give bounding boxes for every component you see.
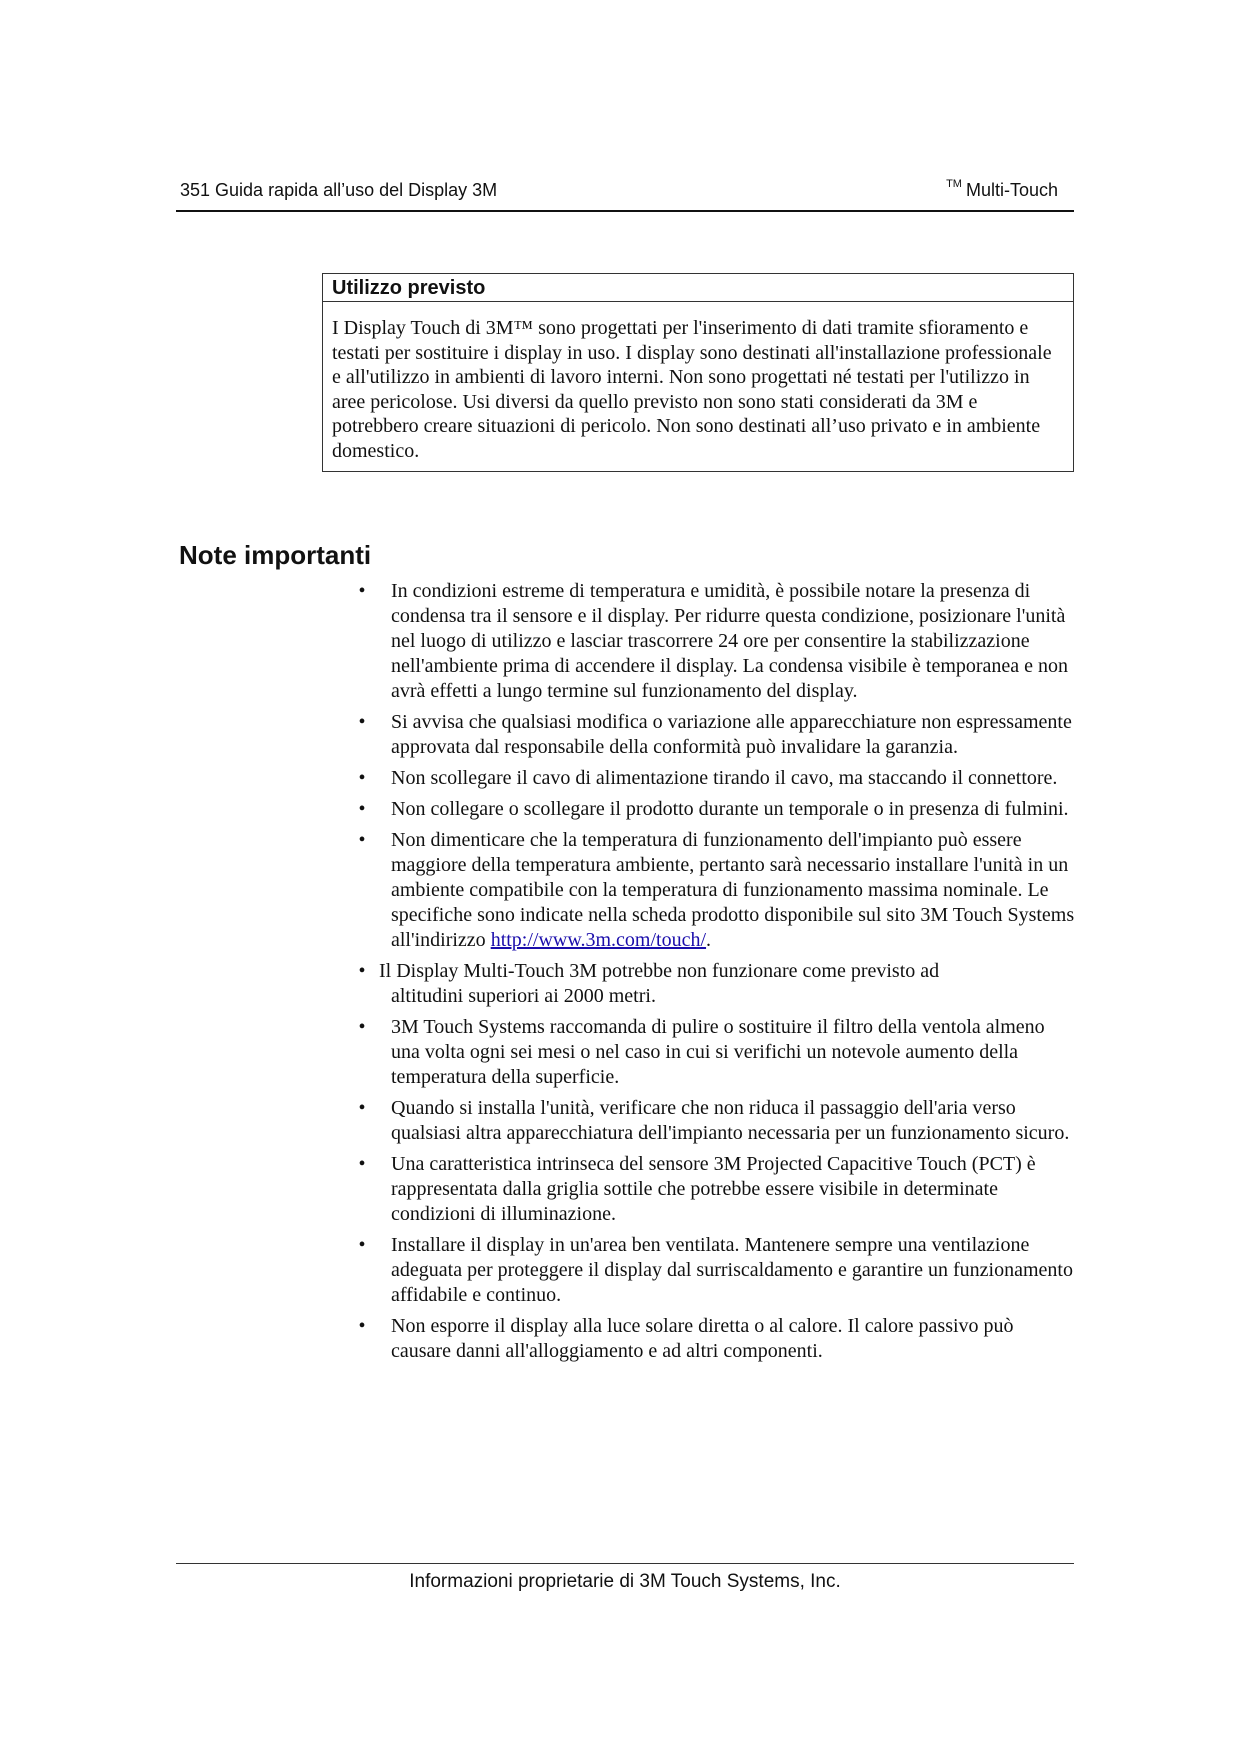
bullet-icon: • (358, 829, 366, 851)
list-item (355, 959, 1075, 1009)
note-text: Si avvisa che qualsiasi modifica o variazione alle apparecchiature non espressamente approvata dal responsabile della conformità può invalidare la garanzia. (391, 711, 1072, 758)
important-notes-list (355, 579, 1075, 1370)
bullet-icon: • (358, 1016, 366, 1038)
bullet-icon: • (358, 960, 366, 982)
list-item (355, 1314, 1075, 1364)
list-item (355, 1015, 1075, 1090)
header-page-title: 351 Guida rapida all’uso del Display 3M (180, 180, 498, 200)
page-header (176, 176, 1074, 210)
note-text: 3M Touch Systems raccomanda di pulire o sostituire il filtro della ventola almeno una volta ogni sei mesi o nel caso in cui si verifichi un notevole aumento della temperatura della superficie. (391, 1016, 1045, 1088)
intended-use-box (322, 273, 1074, 472)
bullet-icon: • (358, 580, 366, 602)
list-item (355, 1096, 1075, 1146)
list-item (355, 579, 1075, 704)
note-text: Non scollegare il cavo di alimentazione tirando il cavo, ma staccando il connettore. (391, 767, 1058, 789)
note-text: Non dimenticare che la temperatura di funzionamento dell'impianto può essere maggiore della temperatura ambiente, pertanto sarà necessario installare l'unità in un ambiente compatibile con la temperatura di funzionamento massima nominale. Le specifiche sono indicate nella scheda prodotto disponibile sul sito 3M Touch Systems all'indirizzo (391, 829, 1075, 951)
list-item (355, 710, 1075, 760)
bullet-icon: • (358, 1315, 366, 1337)
note-text: Non collegare o scollegare il prodotto durante un temporale o in presenza di fulmini. (391, 798, 1069, 820)
list-item (355, 766, 1075, 791)
intended-use-title: Utilizzo previsto (323, 274, 1073, 302)
website-link[interactable]: http://www.3m.com/touch/ (490, 929, 707, 951)
note-text: Non esporre il display alla luce solare diretta o al calore. Il calore passivo può causare danni all'alloggiamento e ad altri componenti. (391, 1315, 1014, 1362)
header-divider (176, 210, 1074, 212)
header-product-label: Multi-Touch (965, 180, 1058, 200)
note-text-continuation: altitudini superiori ai 2000 metri. (391, 985, 656, 1007)
bullet-icon: • (358, 1153, 366, 1175)
bullet-icon: • (358, 798, 366, 820)
footer-divider (176, 1563, 1074, 1564)
bullet-icon: • (358, 711, 366, 733)
note-text: Installare il display in un'area ben ventilata. Mantenere sempre una ventilazione adeguata per proteggere il display dal surriscaldamento e garantire un funzionamento affidabile e continuo. (391, 1234, 1073, 1306)
bullet-icon: • (358, 1234, 366, 1256)
trademark-mark: TM (946, 178, 962, 190)
note-text: Il Display Multi-Touch 3M potrebbe non funzionare come previsto ad (379, 960, 940, 982)
note-text: In condizioni estreme di temperatura e umidità, è possibile notare la presenza di condensa tra il sensore e il display. Per ridurre questa condizione, posizionare l'unità nel luogo di utilizzo e lasciar trascorrere 24 ore per consentire la stabilizzazione nell'ambiente prima di accendere il display. La condensa visibile è temporanea e non avrà effetti a lungo termine sul funzionamento del display. (391, 580, 1069, 702)
bullet-icon: • (358, 1097, 366, 1119)
header-product-name (946, 180, 1058, 201)
bullet-icon: • (358, 767, 366, 789)
page-footer: Informazioni proprietarie di 3M Touch Systems, Inc. (409, 1571, 841, 1592)
note-text: Quando si installa l'unità, verificare che non riduca il passaggio dell'aria verso qualsiasi altra apparecchiatura dell'impianto necessaria per un funzionamento sicuro. (391, 1097, 1070, 1144)
section-title: Note importanti (179, 540, 372, 570)
intended-use-text: I Display Touch di 3M™ sono progettati per l'inserimento di dati tramite sfioramento e testati per sostituire i display in uso. I display sono destinati all'installazione professionale e all'utilizzo in ambienti di lavoro interni. Non sono progettati né testati per l'utilizzo in aree pericolose. Usi diversi da quello previsto non sono stati considerati da 3M e potrebbero creare situazioni di pericolo. Non sono destinati all’uso privato e in ambiente domestico. (332, 317, 1052, 462)
list-item (355, 1233, 1075, 1308)
list-item: • Non dimenticare che la temperatura di funzionamento dell'impianto può essere maggiore della temperatura ambiente, pertanto sarà necessario installare l'unità in un ambiente compatibile con la temperatura di funzionamento massima nominale. Le specifiche sono indicate nella scheda prodotto disponibile sul sito 3M Touch Systems all'indirizzo http://www.3m.com/touch/. (355, 828, 1075, 953)
list-item (355, 1152, 1075, 1227)
list-item (355, 797, 1075, 822)
note-text: Una caratteristica intrinseca del sensore 3M Projected Capacitive Touch (PCT) è rappresentata dalla griglia sottile che potrebbe essere visibile in determinate condizioni di illuminazione. (391, 1153, 1036, 1225)
